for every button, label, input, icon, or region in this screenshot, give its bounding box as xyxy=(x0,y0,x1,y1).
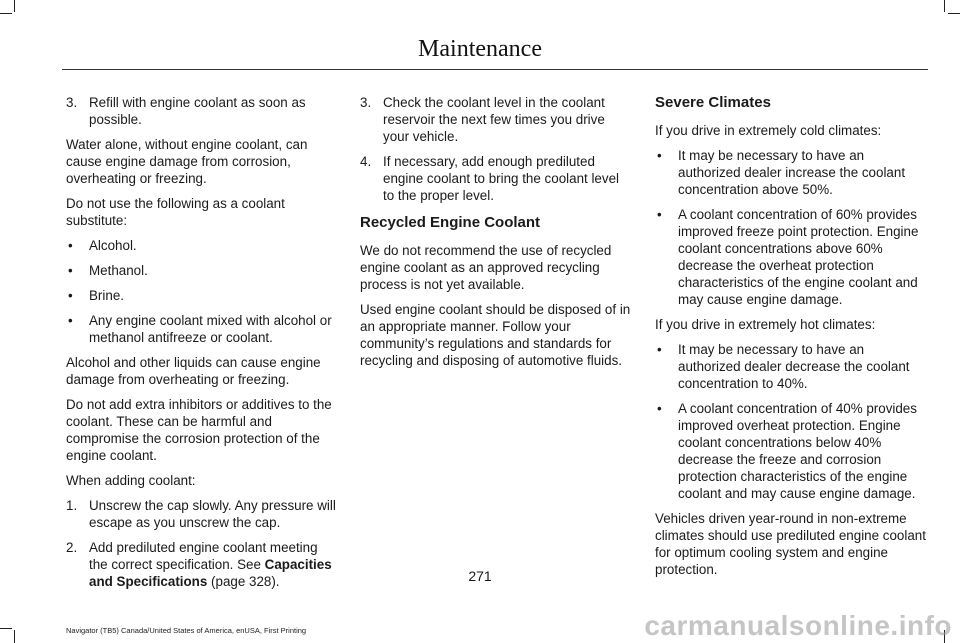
paragraph: Alcohol and other liquids can cause engine damage from overheating or freezing. xyxy=(66,355,321,387)
header-rule xyxy=(62,69,928,70)
crop-mark xyxy=(944,0,945,12)
page-number: 271 xyxy=(468,568,492,584)
bullet-item xyxy=(66,237,338,254)
step-number: 2. xyxy=(66,540,78,555)
crop-mark xyxy=(14,630,15,643)
page-reference: (page 328). xyxy=(207,574,280,589)
bullet-text: Alcohol. xyxy=(89,238,137,253)
step-item xyxy=(66,94,338,128)
bullet-item xyxy=(66,287,338,304)
step-item xyxy=(66,497,338,531)
bullet-text: It may be necessary to have an authorized dealer decrease the coolant concentration to 40%. xyxy=(678,342,910,391)
bullet-item xyxy=(66,312,338,346)
bullet-marker: • xyxy=(68,263,73,278)
bullet-marker: • xyxy=(657,207,662,222)
paragraph: If you drive in extremely hot climates: xyxy=(655,317,876,332)
column-3 xyxy=(655,94,929,586)
step-number: 4. xyxy=(360,154,372,169)
bullet-item xyxy=(655,147,929,198)
cross-reference-link[interactable]: Capacities and Specifications xyxy=(89,557,332,589)
bullet-item xyxy=(655,400,929,502)
watermark: carmanualsonline.info xyxy=(644,610,952,641)
bullet-item xyxy=(66,262,338,279)
footer-text: Navigator (TB5) Canada/United States of America, enUSA, First Printing xyxy=(66,626,307,635)
bullet-marker: • xyxy=(68,238,73,253)
section-heading: Severe Climates xyxy=(655,94,771,111)
bullet-text: A coolant concentration of 40% provides improved overheat protection. Engine coolant concentrations below 40% decrease the freeze and corrosion protection characteristics of the engine coolant and may cause engine damage. xyxy=(678,401,917,501)
step-text: Unscrew the cap slowly. Any pressure will escape as you unscrew the cap. xyxy=(89,498,336,530)
bullet-text: Brine. xyxy=(89,288,124,303)
step-item xyxy=(360,153,632,204)
bullet-text: Any engine coolant mixed with alcohol or methanol antifreeze or coolant. xyxy=(89,313,332,345)
step-number: 1. xyxy=(66,498,78,513)
bullet-text: Methanol. xyxy=(89,263,148,278)
step-text: Check the coolant level in the coolant reservoir the next few times you drive your vehicle. xyxy=(383,95,605,144)
bullet-item xyxy=(655,206,929,308)
step-number: 3. xyxy=(360,95,372,110)
column-2 xyxy=(360,94,632,377)
paragraph: We do not recommend the use of recycled engine coolant as an approved recycling process is not yet available. xyxy=(360,243,612,292)
paragraph: Vehicles driven year-round in non-extreme climates should use prediluted engine coolant for optimum cooling system and engine protection. xyxy=(655,511,926,577)
step-number: 3. xyxy=(66,95,78,110)
step-text: Refill with engine coolant as soon as possible. xyxy=(89,95,306,127)
bullet-marker: • xyxy=(657,342,662,357)
column-1 xyxy=(66,94,338,598)
bullet-text: A coolant concentration of 60% provides improved freeze point protection. Engine coolant concentrations above 60% decrease the overheat protection characteristics of the engine coolant and may cause engine damage. xyxy=(678,207,919,307)
section-heading: Recycled Engine Coolant xyxy=(360,214,541,231)
step-text: If necessary, add enough prediluted engine coolant to bring the coolant level to the proper level. xyxy=(383,154,619,203)
step-item xyxy=(360,94,632,145)
crop-mark xyxy=(14,0,15,12)
bullet-marker: • xyxy=(657,401,662,416)
paragraph: Water alone, without engine coolant, can cause engine damage from corrosion, overheating or freezing. xyxy=(66,137,308,186)
crop-mark xyxy=(0,628,12,629)
bullet-item xyxy=(655,341,929,392)
crop-mark xyxy=(0,13,12,14)
paragraph: Used engine coolant should be disposed of in an appropriate manner. Follow your community’s regulations and standards for recycling and disposing of automotive fluids. xyxy=(360,302,631,368)
bullet-text: It may be necessary to have an authorized dealer increase the coolant concentration above 50%. xyxy=(678,148,906,197)
crop-mark xyxy=(948,13,960,14)
paragraph: Do not use the following as a coolant substitute: xyxy=(66,196,285,228)
bullet-marker: • xyxy=(68,288,73,303)
page-title: Maintenance xyxy=(418,36,542,62)
paragraph: Do not add extra inhibitors or additives to the coolant. These can be harmful and compromise the corrosion protection of the engine coolant. xyxy=(66,397,332,463)
step-text: Add prediluted engine coolant meeting the correct specification. See xyxy=(89,540,318,572)
paragraph: If you drive in extremely cold climates: xyxy=(655,123,882,138)
bullet-marker: • xyxy=(657,148,662,163)
paragraph: When adding coolant: xyxy=(66,473,196,488)
bullet-marker: • xyxy=(68,313,73,328)
